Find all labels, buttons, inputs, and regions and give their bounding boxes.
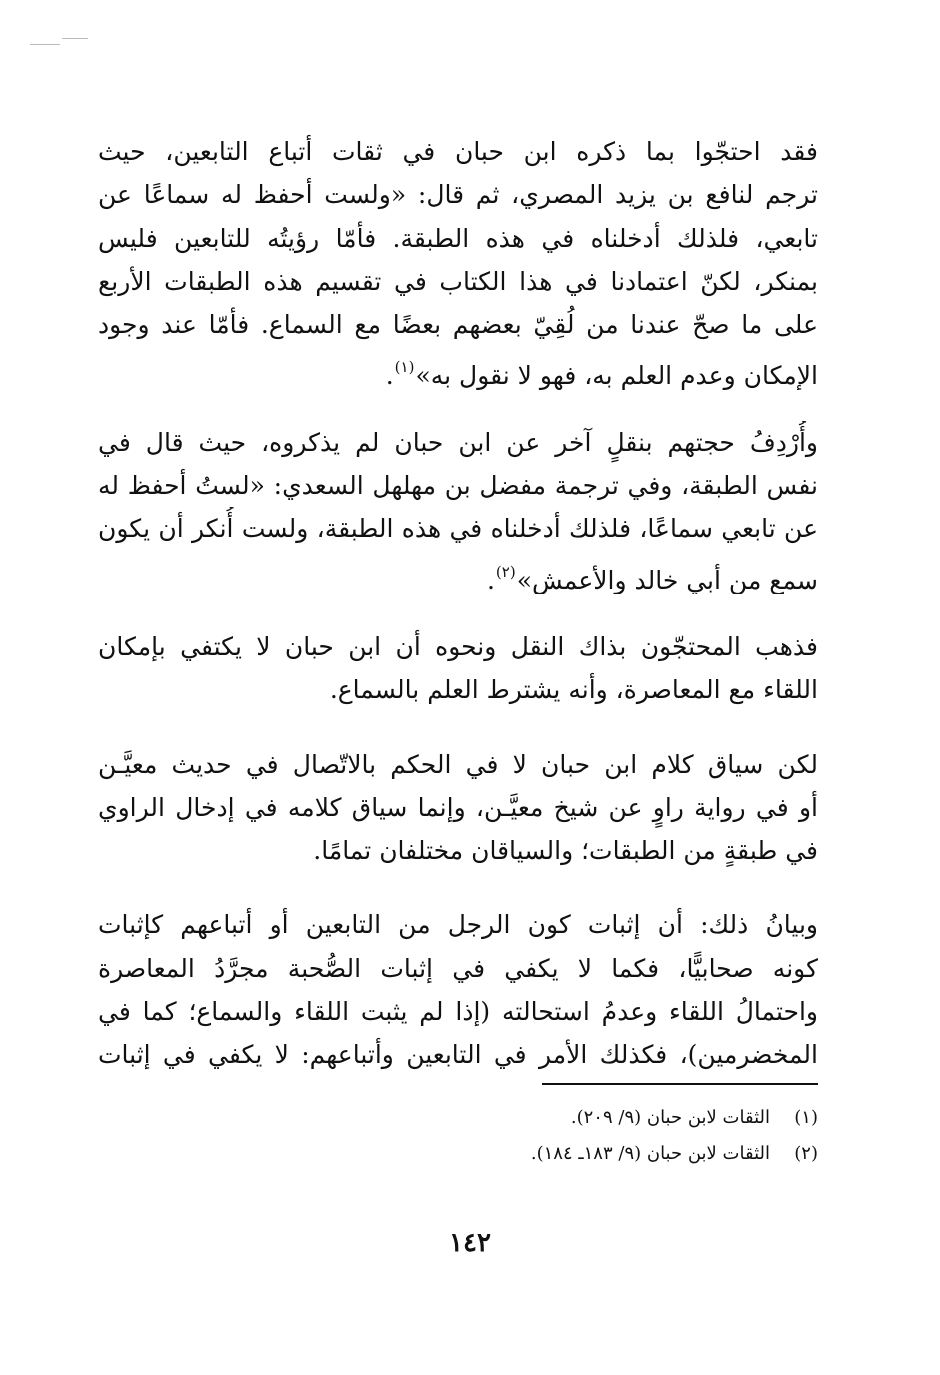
paragraph	[98, 903, 818, 1076]
text-line	[98, 625, 818, 668]
line-text: وبيانُ ذلك: أن إثبات كون الرجل من التابعين أو أتباعهم كإثبات	[98, 910, 818, 940]
text-line	[98, 1033, 818, 1076]
footnote-number: (١)	[794, 1107, 818, 1128]
footnote-text: الثقات لابن حبان (٩/ ١٨٣ـ ١٨٤).	[530, 1143, 770, 1164]
line-text: عن تابعي سماعًا، فلذلك أدخلناه في هذه الطبقة، ولست أُنكر أن يكون	[98, 514, 818, 544]
line-text: اللقاء مع المعاصرة، وأنه يشترط العلم بالسماع.	[329, 675, 818, 705]
footnotes	[380, 1100, 818, 1172]
scan-speck	[62, 38, 88, 39]
line-text: لكن سياق كلام ابن حبان لا في الحكم بالاتّصال في حديث معيَّـن	[98, 749, 818, 779]
text-line	[98, 346, 818, 389]
footnote	[380, 1136, 818, 1172]
text-line	[98, 829, 818, 872]
text-line	[98, 743, 818, 786]
text-line	[98, 217, 818, 260]
paragraph	[98, 421, 818, 594]
line-text: واحتمالُ اللقاء وعدمُ استحالته (إذا لم يثبت اللقاء والسماع؛ كما في	[98, 997, 818, 1027]
line-text: الإمكان وعدم العلم به، فهو لا نقول به»	[415, 361, 818, 390]
line-text: نفس الطبقة، وفي ترجمة مفضل بن مهلهل السعدي: «لستُ أحفظ له	[98, 471, 818, 501]
sentence-end: .	[385, 361, 394, 390]
line-text: فقد احتجّوا بما ذكره ابن حبان في ثقات أتباع التابعين، حيث	[98, 137, 818, 166]
text-line	[98, 421, 818, 464]
line-text: فذهب المحتجّون بذاك النقل ونحوه أن ابن حبان لا يكتفي بإمكان	[98, 631, 818, 661]
text-line	[98, 130, 818, 173]
body-text	[98, 130, 818, 1108]
footnote-reference[interactable]: (٢)	[495, 562, 516, 581]
sentence-end: .	[486, 565, 495, 594]
text-line	[98, 786, 818, 829]
text-line	[98, 464, 818, 507]
line-text: تابعي، فلذلك أدخلناه في هذه الطبقة. فأمّا رؤيتُه للتابعين فليس	[98, 223, 818, 253]
paragraph	[98, 743, 818, 873]
paragraph	[98, 625, 818, 712]
text-line	[98, 551, 818, 594]
footnote	[380, 1100, 818, 1136]
text-line	[98, 990, 818, 1033]
line-text: ترجم لنافع بن يزيد المصري، ثم قال: «ولست أحفظ له سماعًا عن	[98, 180, 818, 210]
text-line	[98, 173, 818, 216]
text-line	[98, 260, 818, 303]
line-text: في طبقةٍ من الطبقات؛ والسياقان مختلفان تمامًا.	[313, 836, 818, 866]
line-text: أو في رواية راوٍ عن شيخ معيَّـن، وإنما سياق كلامه في إدخال الراوي	[98, 792, 818, 822]
paragraph	[98, 130, 818, 390]
line-text: كونه صحابيًّا، فكما لا يكفي في إثبات الصُّحبة مجرَّدُ المعاصرة	[98, 953, 818, 983]
footnote-text: الثقات لابن حبان (٩/ ٢٠٩).	[570, 1107, 770, 1128]
text-line	[98, 303, 818, 346]
line-text: على ما صحّ عندنا من لُقِيّ بعضهم بعضًا مع السماع. فأمّا عند وجود	[98, 310, 818, 340]
page-number: ١٤٢	[449, 1228, 491, 1258]
footnote-number: (٢)	[794, 1143, 818, 1164]
line-text: سمع من أبي خالد والأعمش»	[516, 565, 818, 594]
text-line	[98, 903, 818, 946]
line-text: بمنكر، لكنّ اعتمادنا في هذا الكتاب في تقسيم هذه الطبقات الأربع	[98, 266, 818, 296]
footnote-reference[interactable]: (١)	[394, 358, 415, 377]
text-line	[98, 668, 818, 711]
text-line	[98, 507, 818, 550]
line-text: المخضرمين)، فكذلك الأمر في التابعين وأتباعهم: لا يكفي في إثبات	[98, 1040, 818, 1070]
line-text: وأُرْدِفُ حجتهم بنقلٍ آخر عن ابن حبان لم يذكروه، حيث قال في	[98, 427, 818, 457]
scan-speck	[30, 44, 60, 45]
footnote-separator	[542, 1083, 818, 1085]
text-line	[98, 947, 818, 990]
